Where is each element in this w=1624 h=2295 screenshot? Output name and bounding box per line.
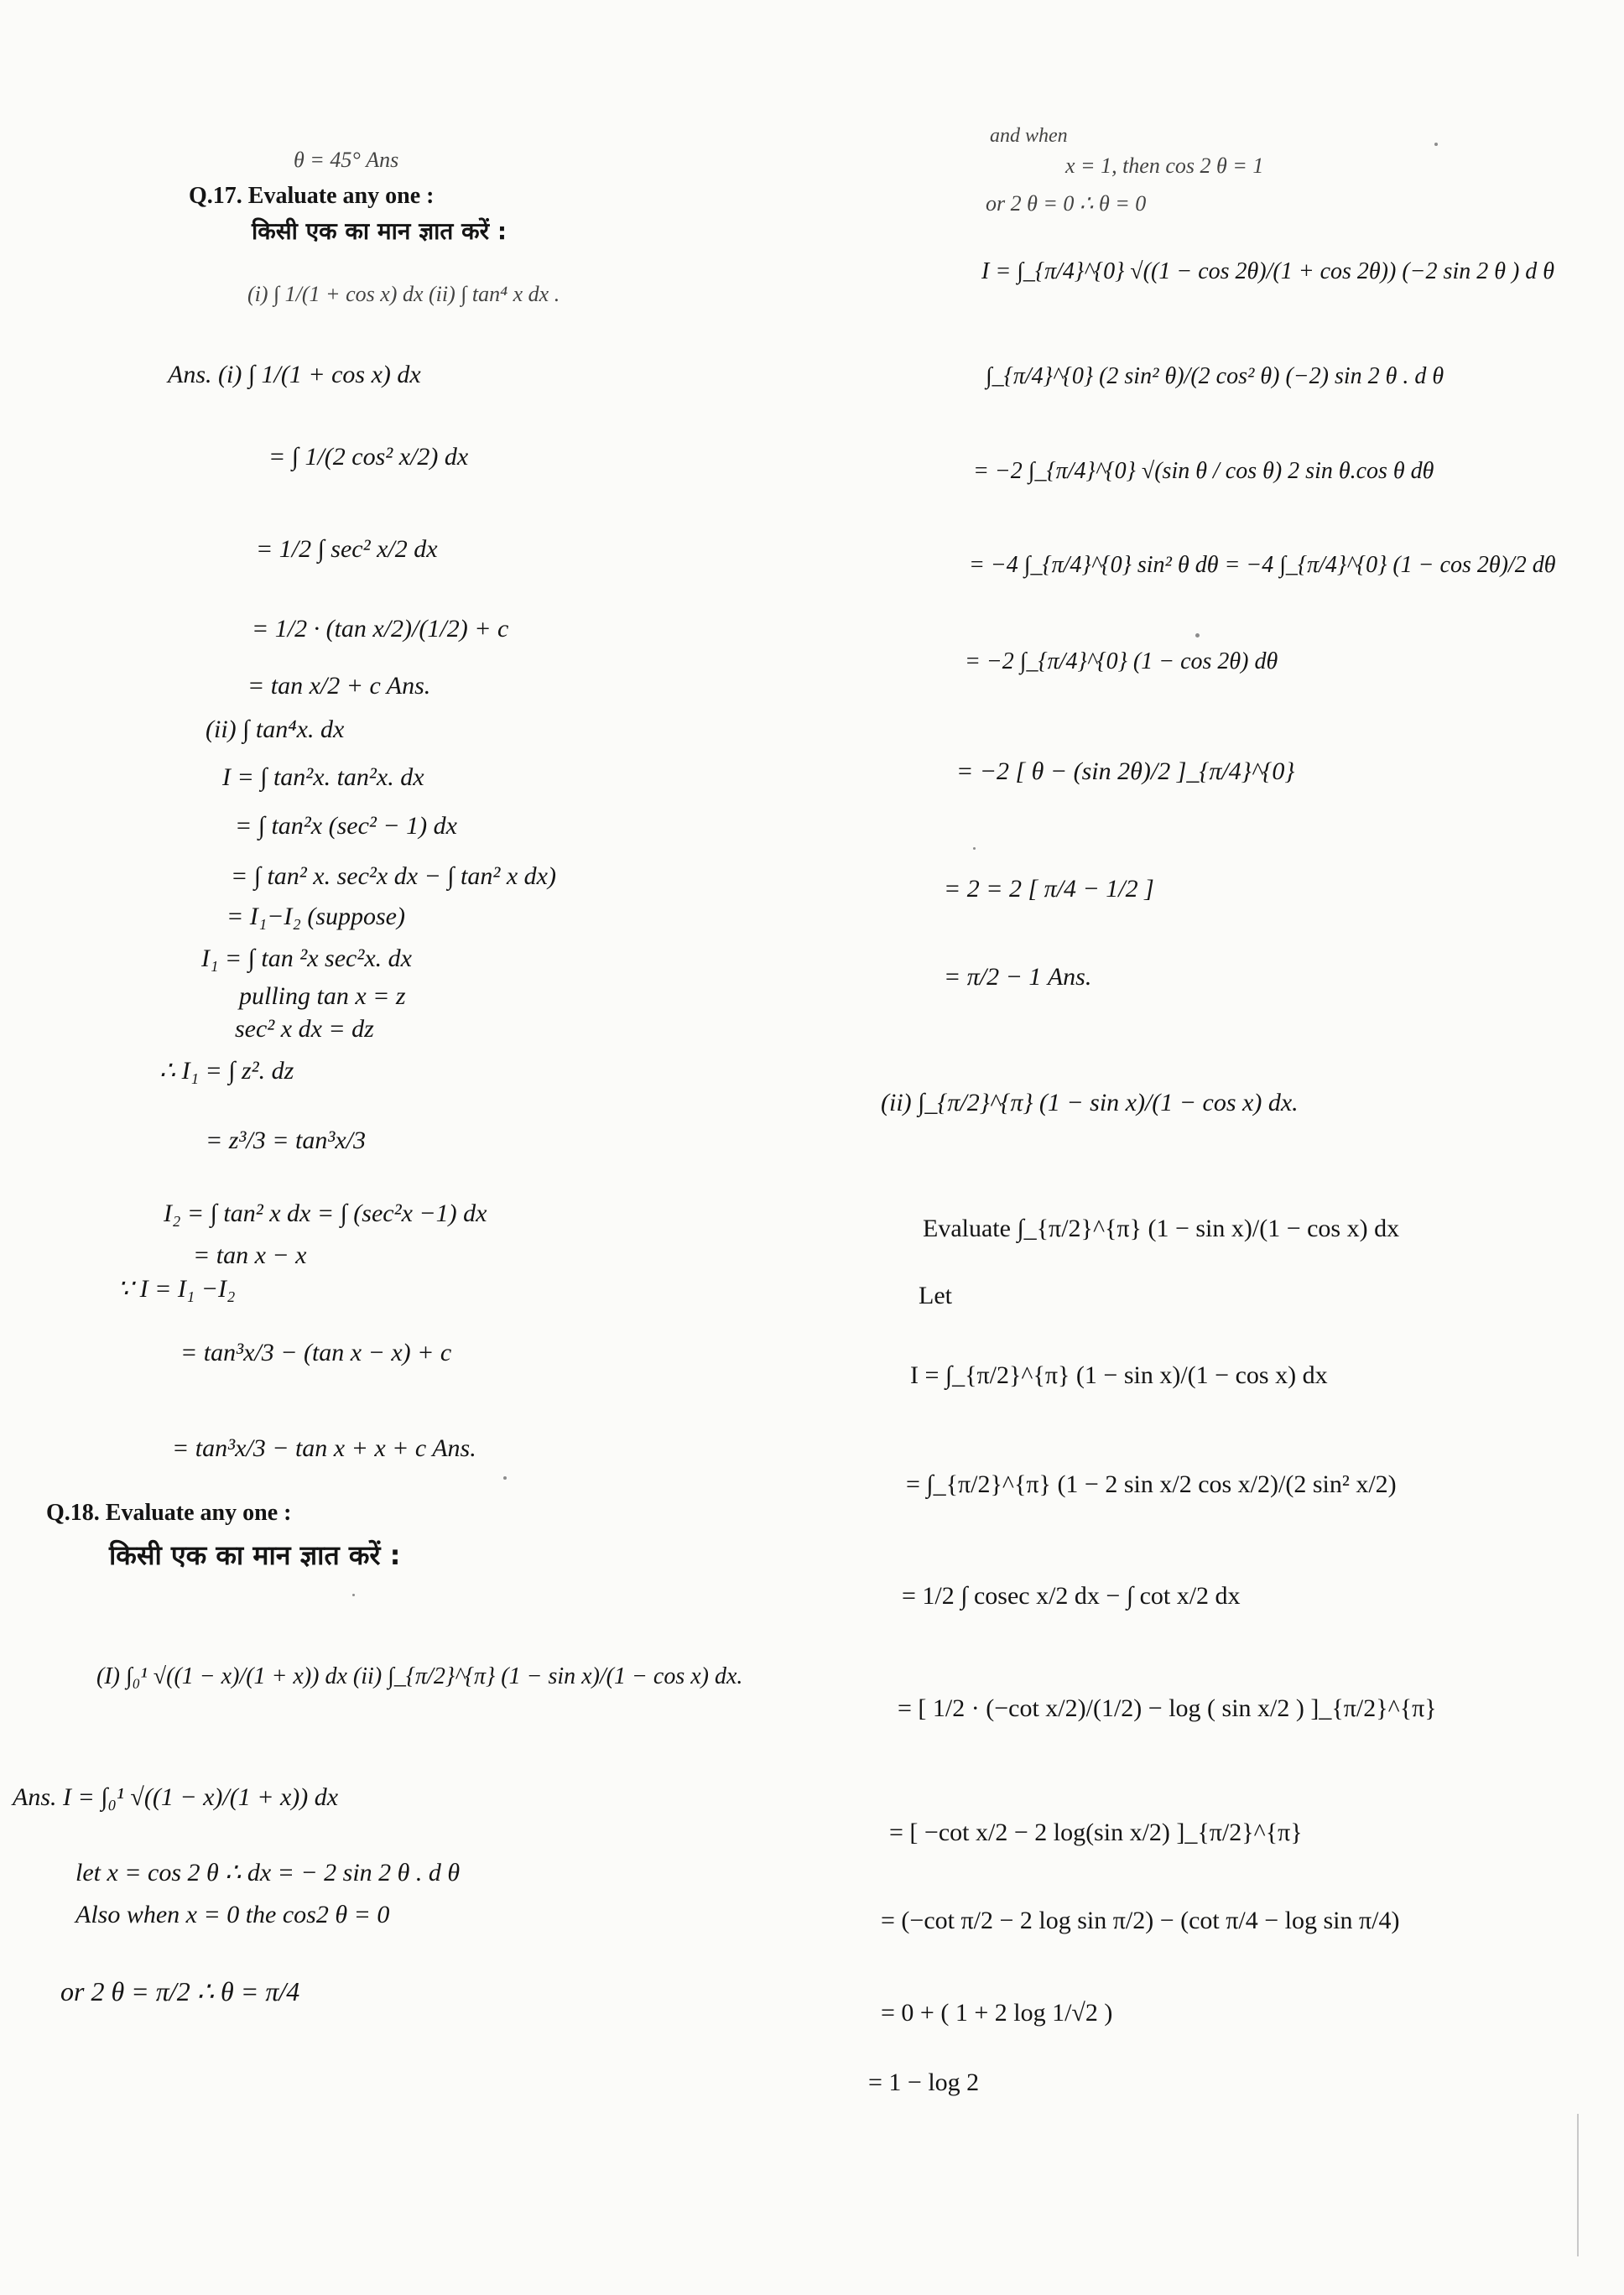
q17-hindi-instruction: किसी एक का मान ज्ञात करें :	[252, 217, 508, 245]
step-line: pulling tan x = z	[239, 982, 406, 1010]
step-line: = (−cot π/2 − 2 log sin π/2) − (cot π/4 − log sin π/4)	[881, 1907, 1400, 1934]
step-line: = z³/3 = tan³x/3	[206, 1127, 366, 1154]
step-line: and when	[990, 125, 1068, 147]
q18-title: Q.18. Evaluate any one :	[46, 1500, 292, 1526]
step-line: = 1/2 · (tan x/2)/(1/2) + c	[252, 615, 509, 643]
step-line: = ∫ 1/(2 cos² x/2) dx	[268, 443, 469, 471]
step-line: I₁ = ∫ tan ²x sec²x. dx	[201, 945, 412, 972]
q17-title: Q.17. Evaluate any one :	[189, 183, 435, 209]
scan-speck	[973, 847, 976, 850]
step-line: = π/2 − 1 Ans.	[944, 963, 1092, 991]
step-line: sec² x dx = dz	[235, 1015, 374, 1043]
step-line: Evaluate ∫_{π/2}^{π} (1 − sin x)/(1 − cos x) dx	[923, 1215, 1400, 1242]
step-line: = [ −cot x/2 − 2 log(sin x/2) ]_{π/2}^{π}	[889, 1819, 1303, 1846]
step-line: = 2 = 2 [ π/4 − 1/2 ]	[944, 875, 1154, 903]
step-line: = tan x/2 + c Ans.	[247, 672, 431, 700]
step-line: = tan³x/3 − (tan x − x) + c	[180, 1339, 452, 1366]
step-line: = I₁−I₂ (suppose)	[226, 903, 405, 930]
step-line: ∴ I₁ = ∫ z². dz	[159, 1057, 294, 1085]
q18-options: (I) ∫₀¹ √((1 − x)/(1 + x)) dx (ii) ∫_{π/2}^{π} (1 − sin x)/(1 − cos x) dx.	[96, 1663, 743, 1689]
step-line: I = ∫_{π/4}^{0} √((1 − cos 2θ)/(1 + cos 2θ)) (−2 sin 2 θ ) d θ	[981, 258, 1555, 284]
step-line: = ∫ tan²x (sec² − 1) dx	[235, 812, 457, 840]
step-line: = 0 + ( 1 + 2 log 1/√2 )	[881, 1999, 1113, 2027]
step-line: = 1/2 ∫ sec² x/2 dx	[256, 535, 438, 563]
step-line: = −2 [ θ − (sin 2θ)/2 ]_{π/4}^{0}	[956, 757, 1295, 785]
step-line: I₂ = ∫ tan² x dx = ∫ (sec²x −1) dx	[164, 1200, 487, 1227]
step-line: x = 1, then cos 2 θ = 1	[1065, 154, 1264, 178]
step-line: = tan³x/3 − tan x + x + c Ans.	[172, 1434, 476, 1462]
step-line: = −2 ∫_{π/4}^{0} (1 − cos 2θ) dθ	[965, 648, 1278, 674]
scan-speck	[1195, 633, 1200, 638]
step-line: or 2 θ = π/2 ∴ θ = π/4	[60, 1976, 300, 2006]
step-line: Also when x = 0 the cos2 θ = 0	[75, 1901, 390, 1928]
step-line: ∫_{π/4}^{0} (2 sin² θ)/(2 cos² θ) (−2) sin 2 θ . d θ	[986, 363, 1444, 389]
q18-answer-line: Ans. I = ∫₀¹ √((1 − x)/(1 + x)) dx	[13, 1783, 339, 1811]
answer-line: Ans. (i) ∫ 1/(1 + cos x) dx	[168, 361, 421, 388]
step-line: = −4 ∫_{π/4}^{0} sin² θ dθ = −4 ∫_{π/4}^{0} (1 − cos 2θ)/2 dθ	[969, 552, 1556, 578]
angle-result-line: θ = 45° Ans	[294, 148, 399, 172]
step-line: = ∫_{π/2}^{π} (1 − 2 sin x/2 cos x/2)/(2 sin² x/2)	[906, 1470, 1397, 1498]
step-line: I = ∫ tan²x. tan²x. dx	[222, 763, 424, 791]
step-line: = [ 1/2 · (−cot x/2)/(1/2) − log ( sin x/2 ) ]_{π/2}^{π}	[898, 1694, 1437, 1722]
step-line: (ii) ∫_{π/2}^{π} (1 − sin x)/(1 − cos x) dx.	[881, 1089, 1299, 1116]
step-line: I = ∫_{π/2}^{π} (1 − sin x)/(1 − cos x) dx	[910, 1361, 1328, 1389]
scan-edge-mark	[1577, 2114, 1579, 2256]
scan-speck	[503, 1476, 507, 1480]
step-line: ∵ I = I₁ −I₂	[117, 1275, 236, 1303]
part-ii-line: (ii) ∫ tan⁴x. dx	[206, 716, 345, 743]
scan-speck	[352, 1594, 355, 1596]
step-line: or 2 θ = 0 ∴ θ = 0	[986, 191, 1147, 216]
step-line: = −2 ∫_{π/4}^{0} √(sin θ / cos θ) 2 sin θ.cos θ dθ	[973, 458, 1434, 484]
step-line: = tan x − x	[193, 1241, 307, 1269]
scan-speck	[1434, 143, 1438, 146]
q18-hindi-instruction: किसी एक का मान ज्ञात करें :	[109, 1539, 401, 1571]
step-line: let x = cos 2 θ ∴ dx = − 2 sin 2 θ . d θ	[75, 1859, 461, 1886]
step-line: = 1/2 ∫ cosec x/2 dx − ∫ cot x/2 dx	[902, 1582, 1241, 1610]
q17-options: (i) ∫ 1/(1 + cos x) dx (ii) ∫ tan⁴ x dx .	[247, 282, 560, 306]
step-line: = ∫ tan² x. sec²x dx − ∫ tan² x dx)	[231, 862, 556, 890]
step-line: Let	[919, 1282, 952, 1309]
final-answer-line: = 1 − log 2	[868, 2069, 980, 2096]
